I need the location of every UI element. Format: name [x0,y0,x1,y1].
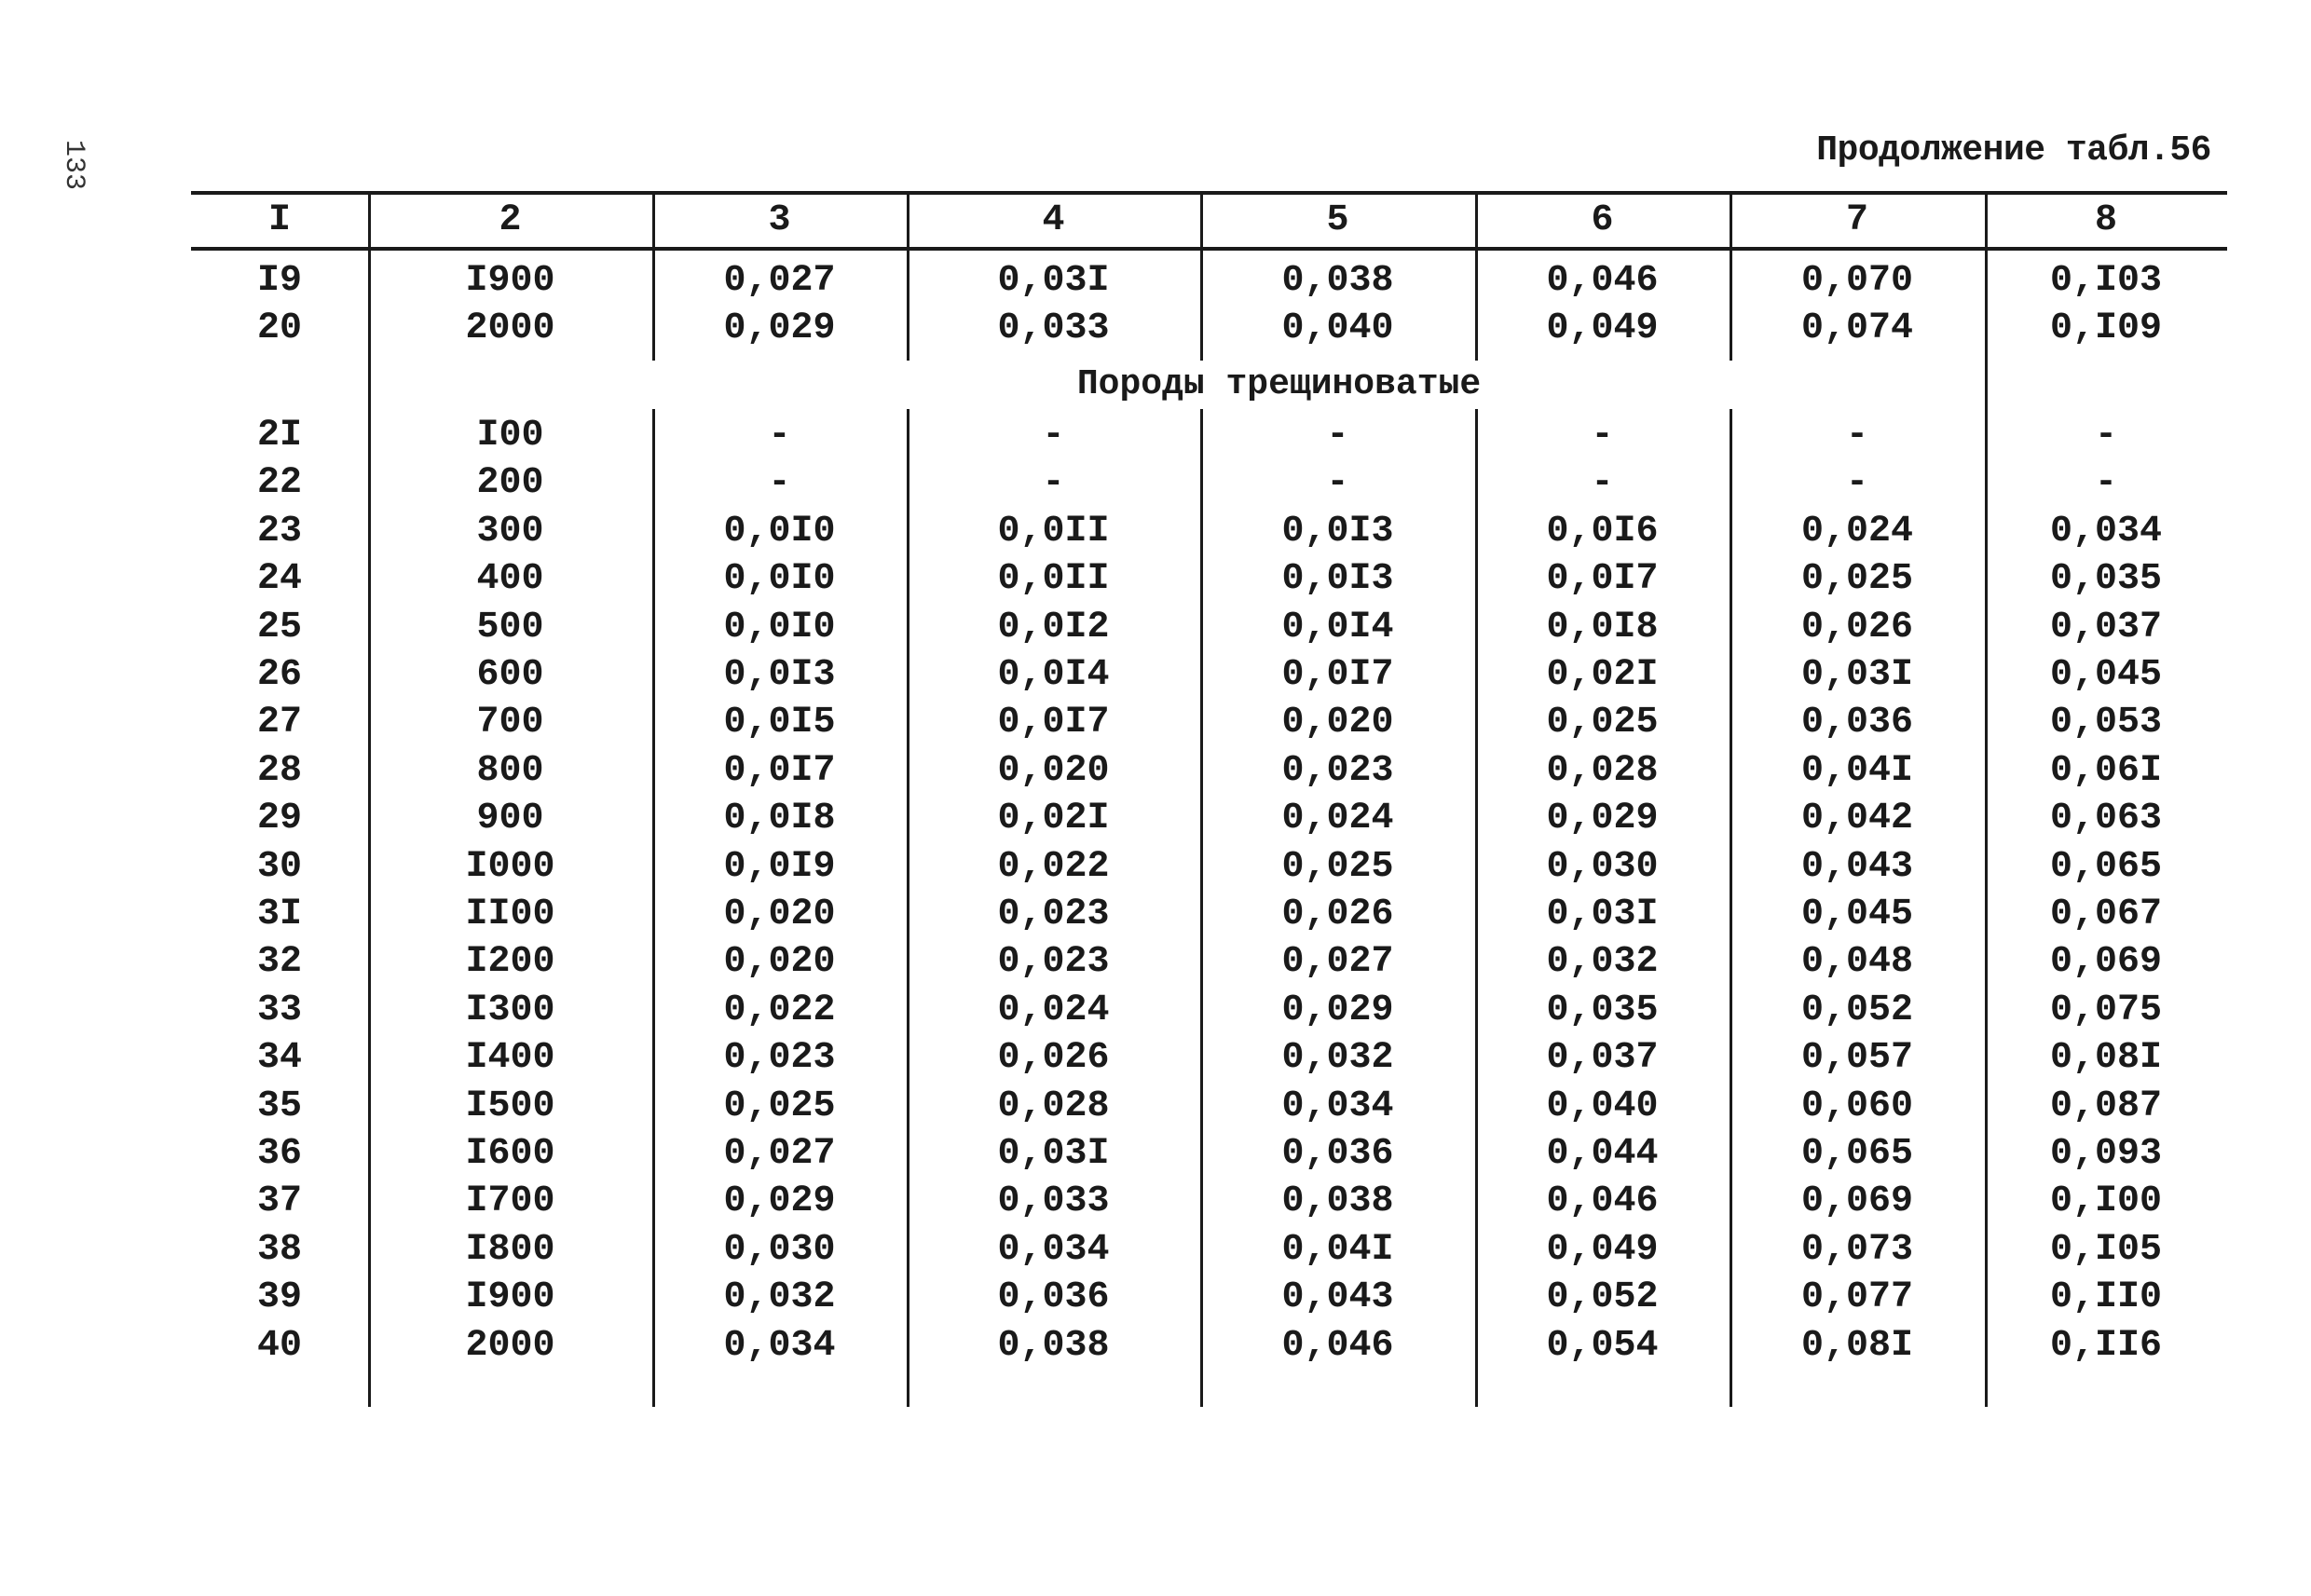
table-row-2-col-3: 0,029 [723,307,836,350]
table-row-9-col-8: 0,053 [2049,702,2163,744]
table-row-8-col-3: 0,0I3 [723,654,836,696]
table-row-20-col-3: 0,030 [723,1228,836,1271]
table-row-5-col-8: 0,034 [2049,510,2163,552]
table-row-10-col-8: 0,06I [2049,749,2163,792]
table-row-19-col-5: 0,038 [1281,1180,1394,1223]
table-row-4-col-7: - [1845,462,1868,505]
header-cell-col-6: 6 [1591,199,1614,241]
table-row-14-col-6: 0,032 [1546,941,1659,984]
table-row-16-col-6: 0,037 [1546,1037,1659,1080]
table-row-10-col-5: 0,023 [1281,749,1394,792]
table-row-6-col-7: 0,025 [1800,558,1914,601]
table-row-17-col-3: 0,025 [723,1084,836,1127]
table-row-1-col-6: 0,046 [1546,260,1659,302]
table-row-8-col-1: 26 [256,654,302,696]
table-row-15-col-3: 0,022 [723,989,836,1031]
table-row-18-col-8: 0,093 [2049,1133,2163,1175]
table-row-12-col-5: 0,025 [1281,845,1394,888]
table-row-10-col-4: 0,020 [997,749,1110,792]
table-row-18-col-6: 0,044 [1546,1133,1659,1175]
table-row-6-col-6: 0,0I7 [1546,558,1659,601]
table-row-13-col-2: II00 [465,893,555,935]
header-cell-col-8: 8 [2094,199,2117,241]
table-row-22-col-8: 0,II6 [2049,1324,2163,1367]
table-row-16-col-3: 0,023 [723,1037,836,1080]
table-row-8-col-2: 600 [476,654,544,696]
header-cell-col-4: 4 [1042,199,1065,241]
table-row-14-col-5: 0,027 [1281,941,1394,984]
table-row-5-col-5: 0,0I3 [1281,510,1394,552]
table-row-9-col-1: 27 [256,702,302,744]
table-row-8-col-5: 0,0I7 [1281,654,1394,696]
table-row-9-col-3: 0,0I5 [723,702,836,744]
table-row-7-col-5: 0,0I4 [1281,606,1394,648]
table-row-16-col-5: 0,032 [1281,1037,1394,1080]
table-row-6-col-4: 0,0II [997,558,1110,601]
table-row-13-col-4: 0,023 [997,893,1110,935]
table-row-21-col-6: 0,052 [1546,1276,1659,1319]
table-row-8-col-4: 0,0I4 [997,654,1110,696]
table-row-8-col-8: 0,045 [2049,654,2163,696]
header-cell-col-3: 3 [768,199,791,241]
table-row-5-col-4: 0,0II [997,510,1110,552]
table-row-21-col-5: 0,043 [1281,1276,1394,1319]
header-bottom-rule [191,247,2227,251]
table-row-5-col-7: 0,024 [1800,510,1914,552]
table-row-8-col-6: 0,02I [1546,654,1659,696]
table-row-19-col-7: 0,069 [1800,1180,1914,1223]
table-row-21-col-2: I900 [465,1276,555,1319]
table-row-12-col-7: 0,043 [1800,845,1914,888]
table-row-15-col-7: 0,052 [1800,989,1914,1031]
table-row-19-col-1: 37 [256,1180,302,1223]
table-row-19-col-4: 0,033 [997,1180,1110,1223]
table-row-18-col-5: 0,036 [1281,1133,1394,1175]
table-row-7-col-7: 0,026 [1800,606,1914,648]
table-row-4-col-8: - [2094,462,2117,505]
table-row-11-col-6: 0,029 [1546,798,1659,840]
table-row-7-col-2: 500 [476,606,544,648]
table-row-21-col-3: 0,032 [723,1276,836,1319]
table-row-9-col-6: 0,025 [1546,702,1659,744]
table-row-22-col-7: 0,08I [1800,1324,1914,1367]
table-row-22-col-6: 0,054 [1546,1324,1659,1367]
table-row-7-col-4: 0,0I2 [997,606,1110,648]
table-row-16-col-2: I400 [465,1037,555,1080]
table-row-15-col-6: 0,035 [1546,989,1659,1031]
table-row-17-col-6: 0,040 [1546,1084,1659,1127]
table-row-1-col-4: 0,03I [997,260,1110,302]
table-row-16-col-7: 0,057 [1800,1037,1914,1080]
table-row-18-col-2: I600 [465,1133,555,1175]
table-row-17-col-4: 0,028 [997,1084,1110,1127]
table-row-3-col-8: - [2094,415,2117,457]
table-row-12-col-1: 30 [256,845,302,888]
table-row-3-col-7: - [1845,415,1868,457]
table-row-6-col-1: 24 [256,558,302,601]
table-row-22-col-2: 2000 [465,1324,555,1367]
table-row-12-col-6: 0,030 [1546,845,1659,888]
table-row-5-col-6: 0,0I6 [1546,510,1659,552]
table-row-8-col-7: 0,03I [1800,654,1914,696]
table-row-2-col-1: 20 [256,307,302,350]
table-row-9-col-5: 0,020 [1281,702,1394,744]
table-row-20-col-5: 0,04I [1281,1228,1394,1271]
table-row-3-col-3: - [768,415,791,457]
section-title: Породы трещиноватые [652,361,1906,409]
table-row-13-col-5: 0,026 [1281,893,1394,935]
table-top-rule [191,191,2227,195]
table-row-7-col-1: 25 [256,606,302,648]
table-row-11-col-4: 0,02I [997,798,1110,840]
table-row-20-col-6: 0,049 [1546,1228,1659,1271]
table-row-17-col-1: 35 [256,1084,302,1127]
table-row-3-col-4: - [1042,415,1065,457]
table-row-5-col-1: 23 [256,510,302,552]
table-row-4-col-2: 200 [476,462,544,505]
table-row-21-col-7: 0,077 [1800,1276,1914,1319]
table-row-17-col-7: 0,060 [1800,1084,1914,1127]
header-cell-col-7: 7 [1845,199,1868,241]
table-row-4-col-4: - [1042,462,1065,505]
table-row-11-col-7: 0,042 [1800,798,1914,840]
table-row-5-col-2: 300 [476,510,544,552]
page-number: 133 [58,140,89,191]
table-row-9-col-7: 0,036 [1800,702,1914,744]
table-row-17-col-2: I500 [465,1084,555,1127]
table-row-21-col-1: 39 [256,1276,302,1319]
table-row-7-col-6: 0,0I8 [1546,606,1659,648]
table-row-2-col-2: 2000 [465,307,555,350]
table-row-1-col-8: 0,I03 [2049,260,2163,302]
table-row-12-col-8: 0,065 [2049,845,2163,888]
table-row-3-col-6: - [1591,415,1614,457]
table-row-22-col-1: 40 [256,1324,302,1367]
table-row-12-col-3: 0,0I9 [723,845,836,888]
table-row-19-col-6: 0,046 [1546,1180,1659,1223]
table-row-22-col-4: 0,038 [997,1324,1110,1367]
table-row-14-col-4: 0,023 [997,941,1110,984]
table-row-18-col-3: 0,027 [723,1133,836,1175]
table-row-10-col-1: 28 [256,749,302,792]
table-row-2-col-6: 0,049 [1546,307,1659,350]
table-row-4-col-5: - [1326,462,1349,505]
table-row-18-col-1: 36 [256,1133,302,1175]
table-row-1-col-7: 0,070 [1800,260,1914,302]
header-cell-col-5: 5 [1326,199,1349,241]
table-row-14-col-3: 0,020 [723,941,836,984]
table-row-11-col-1: 29 [256,798,302,840]
header-cell-col-2: 2 [499,199,522,241]
table-row-13-col-6: 0,03I [1546,893,1659,935]
data-table [191,191,2227,1412]
table-row-13-col-1: 3I [256,893,302,935]
table-row-11-col-2: 900 [476,798,544,840]
table-row-3-col-1: 2I [256,415,302,457]
table-row-13-col-3: 0,020 [723,893,836,935]
table-row-20-col-8: 0,I05 [2049,1228,2163,1271]
table-row-14-col-1: 32 [256,941,302,984]
table-row-11-col-8: 0,063 [2049,798,2163,840]
table-row-10-col-3: 0,0I7 [723,749,836,792]
table-row-20-col-1: 38 [256,1228,302,1271]
table-row-10-col-2: 800 [476,749,544,792]
table-row-13-col-8: 0,067 [2049,893,2163,935]
table-row-2-col-4: 0,033 [997,307,1110,350]
table-row-19-col-3: 0,029 [723,1180,836,1223]
table-row-4-col-6: - [1591,462,1614,505]
table-row-20-col-4: 0,034 [997,1228,1110,1271]
table-row-15-col-4: 0,024 [997,989,1110,1031]
table-row-9-col-4: 0,0I7 [997,702,1110,744]
table-row-16-col-4: 0,026 [997,1037,1110,1080]
table-row-16-col-1: 34 [256,1037,302,1080]
table-row-18-col-4: 0,03I [997,1133,1110,1175]
table-row-12-col-2: I000 [465,845,555,888]
table-row-20-col-7: 0,073 [1800,1228,1914,1271]
table-row-3-col-5: - [1326,415,1349,457]
table-row-15-col-1: 33 [256,989,302,1031]
table-row-21-col-4: 0,036 [997,1276,1110,1319]
table-row-6-col-2: 400 [476,558,544,601]
table-row-22-col-5: 0,046 [1281,1324,1394,1367]
table-row-5-col-3: 0,0I0 [723,510,836,552]
table-row-16-col-8: 0,08I [2049,1037,2163,1080]
table-row-1-col-1: I9 [256,260,302,302]
table-row-4-col-3: - [768,462,791,505]
table-row-14-col-8: 0,069 [2049,941,2163,984]
table-row-20-col-2: I800 [465,1228,555,1271]
table-row-17-col-5: 0,034 [1281,1084,1394,1127]
table-row-1-col-3: 0,027 [723,260,836,302]
table-row-17-col-8: 0,087 [2049,1084,2163,1127]
table-caption: Продолжение табл.56 [1816,130,2211,171]
table-row-14-col-2: I200 [465,941,555,984]
table-row-14-col-7: 0,048 [1800,941,1914,984]
table-row-1-col-2: I900 [465,260,555,302]
table-row-1-col-5: 0,038 [1281,260,1394,302]
table-row-4-col-1: 22 [256,462,302,505]
table-row-2-col-7: 0,074 [1800,307,1914,350]
table-row-6-col-3: 0,0I0 [723,558,836,601]
table-row-7-col-3: 0,0I0 [723,606,836,648]
table-row-12-col-4: 0,022 [997,845,1110,888]
table-row-21-col-8: 0,II0 [2049,1276,2163,1319]
table-row-3-col-2: I00 [476,415,544,457]
table-row-19-col-2: I700 [465,1180,555,1223]
table-row-13-col-7: 0,045 [1800,893,1914,935]
table-row-7-col-8: 0,037 [2049,606,2163,648]
table-row-11-col-3: 0,0I8 [723,798,836,840]
table-row-22-col-3: 0,034 [723,1324,836,1367]
header-cell-col-1: I [267,199,291,241]
table-row-18-col-7: 0,065 [1800,1133,1914,1175]
table-row-19-col-8: 0,I00 [2049,1180,2163,1223]
table-row-10-col-6: 0,028 [1546,749,1659,792]
table-row-2-col-5: 0,040 [1281,307,1394,350]
table-row-11-col-5: 0,024 [1281,798,1394,840]
table-row-2-col-8: 0,I09 [2049,307,2163,350]
table-row-10-col-7: 0,04I [1800,749,1914,792]
table-row-15-col-5: 0,029 [1281,989,1394,1031]
table-row-6-col-8: 0,035 [2049,558,2163,601]
table-row-15-col-8: 0,075 [2049,989,2163,1031]
table-row-6-col-5: 0,0I3 [1281,558,1394,601]
table-row-9-col-2: 700 [476,702,544,744]
table-row-15-col-2: I300 [465,989,555,1031]
